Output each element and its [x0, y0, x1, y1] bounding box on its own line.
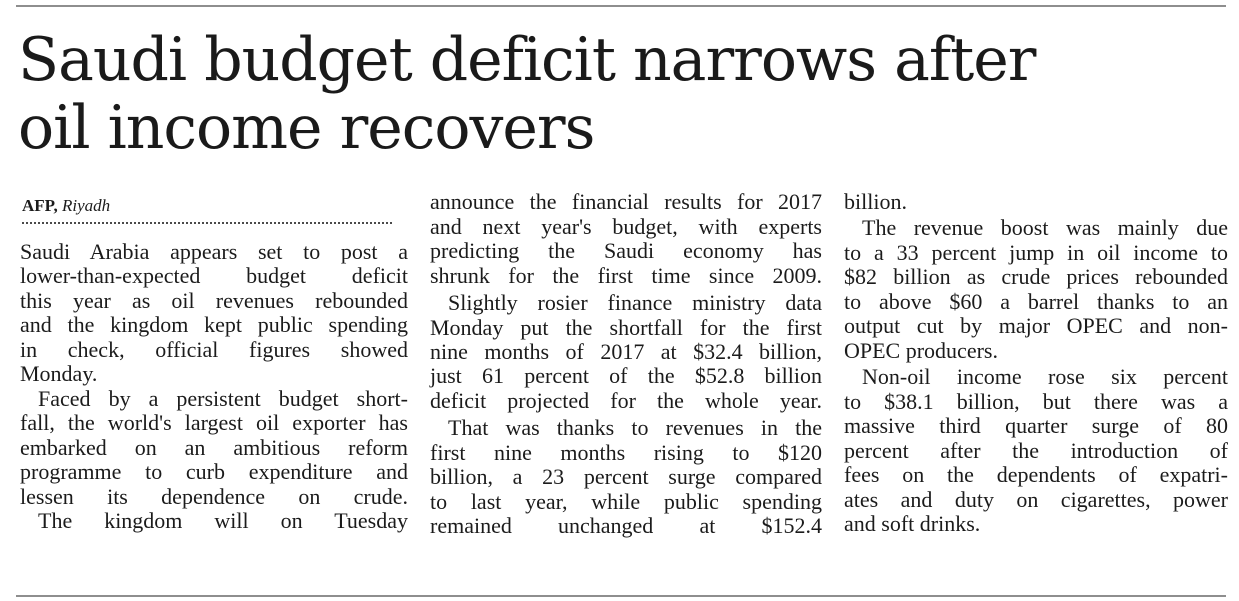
text-line: to last year, while public spending	[430, 489, 822, 514]
text-line: The revenue boost was mainly due	[862, 215, 1228, 240]
text-line: Non-oil income rose six percent	[862, 364, 1228, 389]
text-line: OPEC producers.	[844, 338, 998, 363]
text-line: lessen its dependence on crude.	[20, 484, 408, 509]
byline-place: Riyadh	[62, 196, 111, 215]
text-line: in check, official figures showed	[20, 337, 408, 362]
text-line: fall, the world's largest oil exporter has	[20, 410, 408, 435]
text-line: predicting the Saudi economy has	[430, 238, 822, 263]
text-line: shrunk for the first time since 2009.	[430, 263, 822, 288]
text-line: output cut by major OPEC and non-	[844, 313, 1228, 338]
text-line: and soft drinks.	[844, 511, 981, 536]
text-line: to $38.1 billion, but there was a	[844, 389, 1228, 414]
text-line: and next year's budget, with experts	[430, 214, 822, 239]
text-line: Slightly rosier finance ministry data	[448, 290, 822, 315]
text-line: That was thanks to revenues in the	[448, 415, 822, 440]
text-line: this year as oil revenues rebounded	[20, 288, 408, 313]
text-line: $82 billion as crude prices rebounded	[844, 264, 1228, 289]
bottom-rule	[16, 595, 1226, 597]
text-line: Monday.	[20, 361, 98, 386]
text-line: nine months of 2017 at $32.4 billion,	[430, 339, 822, 364]
text-line: Monday put the shortfall for the first	[430, 315, 822, 340]
text-line: first nine months rising to $120	[430, 440, 822, 465]
byline-agency: AFP,	[22, 196, 58, 215]
text-line: to above $60 a barrel thanks to an	[844, 289, 1228, 314]
text-line: deficit projected for the whole year.	[430, 388, 822, 413]
text-line: The kingdom will on Tuesday	[38, 508, 408, 533]
article-column-3	[844, 0, 1228, 601]
article-column-1	[20, 0, 408, 601]
text-line: Faced by a persistent budget short-	[38, 386, 408, 411]
text-line: percent after the introduction of	[844, 438, 1228, 463]
text-line: embarked on an ambitious reform	[20, 435, 408, 460]
text-line: programme to curb expenditure and	[20, 459, 408, 484]
text-line: billion.	[844, 189, 907, 214]
text-line: to a 33 percent jump in oil income to	[844, 240, 1228, 265]
text-line: and the kingdom kept public spending	[20, 312, 408, 337]
text-line: massive third quarter surge of 80	[844, 413, 1228, 438]
text-line: Saudi Arabia appears set to post a	[20, 239, 408, 264]
text-line: fees on the dependents of expatri-	[844, 462, 1228, 487]
text-line: just 61 percent of the $52.8 billion	[430, 363, 822, 388]
text-line: ates and duty on cigarettes, power	[844, 487, 1228, 512]
text-line: remained unchanged at $152.4	[430, 513, 822, 538]
text-line: billion, a 23 percent surge compared	[430, 464, 822, 489]
article-column-2	[430, 0, 822, 601]
text-line: lower-than-expected budget deficit	[20, 263, 408, 288]
headline-line-2: oil income recovers	[18, 93, 595, 163]
headline-line-1: Saudi budget deficit narrows after	[18, 25, 1036, 95]
text-line: announce the financial results for 2017	[430, 189, 822, 214]
